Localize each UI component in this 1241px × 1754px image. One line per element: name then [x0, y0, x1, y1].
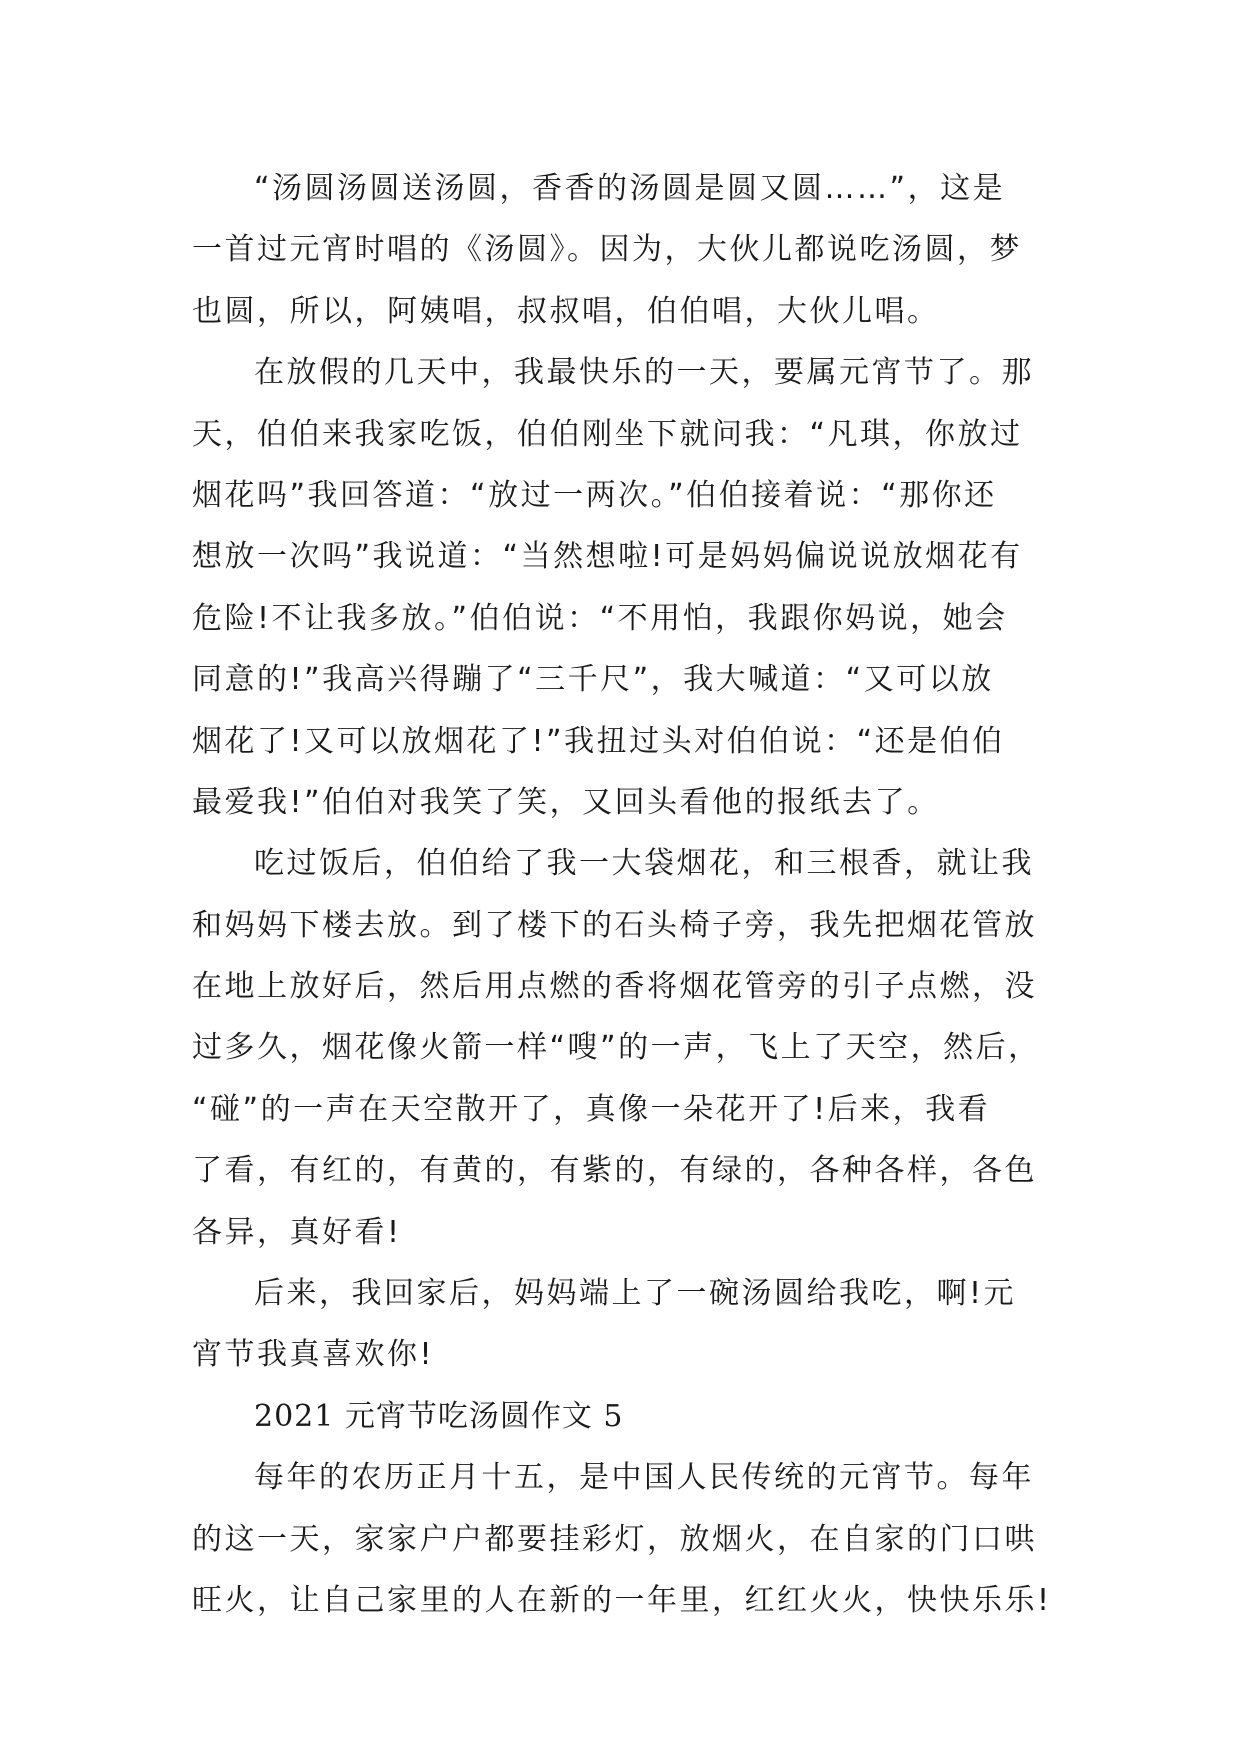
paragraph-5: [192, 1447, 1052, 1631]
paragraph-line: 烟花了!又可以放烟花了!”我扭过头对伯伯说：“还是伯伯: [192, 723, 1005, 759]
paragraph-line: 想放一次吗”我说道：“当然想啦!可是妈妈偏说说放烟花有: [192, 539, 1023, 575]
paragraph-3: [192, 833, 1048, 1263]
paragraph-line: 了看，有红的，有黄的，有紫的，有绿的，各种各样，各色: [192, 1153, 1037, 1189]
paragraph-line: “碰”的一声在天空散开了，真像一朵花开了!后来，我看: [192, 1091, 991, 1127]
paragraph-4: [192, 1263, 1048, 1386]
paragraph-line: 过多久，烟花像火箭一样“嗖”的一声，飞上了天空，然后，: [192, 1030, 1041, 1066]
paragraph-line: 宵节我真喜欢你!: [192, 1337, 435, 1373]
paragraph-line: 的这一天，家家户户都要挂彩灯，放烟火，在自家的门口哄: [192, 1521, 1037, 1557]
paragraph-line: 吃过饭后，伯伯给了我一大袋烟花，和三根香，就让我: [254, 846, 1034, 882]
paragraph-line: 旺火，让自己家里的人在新的一年里，红红火火，快快乐乐!: [192, 1582, 1052, 1618]
paragraph-line: 天，伯伯来我家吃饭，伯伯刚坐下就问我：“凡琪，你放过: [192, 416, 1023, 452]
paragraph-line: 一首过元宵时唱的《汤圆》。因为，大伙儿都说吃汤圆，梦: [192, 232, 1022, 268]
paragraph-line: 烟花吗”我回答道：“放过一两次。”伯伯接着说：“那你还: [192, 477, 997, 513]
section-heading-text: 2021 元宵节吃汤圆作文 5: [254, 1398, 624, 1434]
paragraph-line: 各异，真好看!: [192, 1214, 402, 1250]
document-body: [192, 158, 1052, 1631]
section-heading: [192, 1386, 1048, 1447]
paragraph-line: 后来，我回家后，妈妈端上了一碗汤圆给我吃，啊!元: [254, 1276, 1017, 1312]
paragraph-line: 同意的!”我高兴得蹦了“三千尺”，我大喊道：“又可以放: [192, 662, 994, 698]
paragraph-line: “汤圆汤圆送汤圆，香香的汤圆是圆又圆……”，这是: [254, 171, 1006, 206]
paragraph-line: 在放假的几天中，我最快乐的一天，要属元宵节了。那: [254, 355, 1034, 391]
paragraph-1: [192, 158, 1048, 342]
paragraph-line: 最爱我!”伯伯对我笑了笑，又回头看他的报纸去了。: [192, 784, 940, 820]
paragraph-line: 每年的农历正月十五，是中国人民传统的元宵节。每年: [254, 1460, 1034, 1496]
paragraph-line: 和妈妈下楼去放。到了楼下的石头椅子旁，我先把烟花管放: [192, 907, 1037, 943]
paragraph-line: 也圆，所以，阿姨唱，叔叔唱，伯伯唱，大伙儿唱。: [192, 293, 940, 329]
paragraph-line: 在地上放好后，然后用点燃的香将烟花管旁的引子点燃，没: [192, 969, 1037, 1005]
paragraph-line: 危险!不让我多放。”伯伯说：“不用怕，我跟你妈说，她会: [192, 600, 1008, 636]
paragraph-2: [192, 342, 1048, 833]
